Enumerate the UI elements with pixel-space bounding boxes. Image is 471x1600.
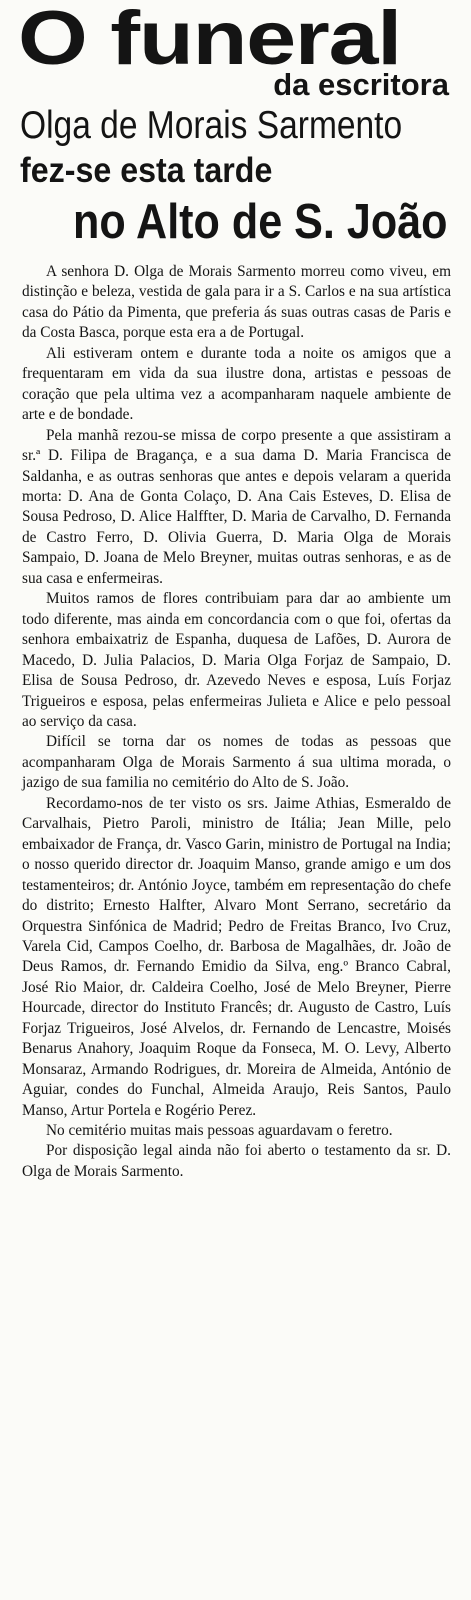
article-paragraph: A senhora D. Olga de Morais Sarmento morreu como viveu, em distinção e beleza, vestida de gala para ir a S. Carlos e na sua artística casa do Pátio da Pimenta, que preferia ás suas outras casas de Paris e da Costa Basca, porque esta era a de Portugal. [22,263,451,342]
headline-event: fez-se esta tarde [20,151,273,190]
article-paragraph: Ali estiveram ontem e durante toda a noite os amigos que a frequentaram em vida da sua ilustre dona, artistas e pessoas de coração que pela ultima vez a acompanharam naquele ambiente de arte e de bondade. [22,344,451,424]
headline-main: O funeral [18,0,402,81]
article-paragraph: Difícil se torna dar os nomes de todas as pessoas que acompanharam Olga de Morais Sarmento á sua ultima morada, o jazigo de sua familia no cemitério do Alto de S. João. [22,733,451,792]
headline-subtitle: da escritora [273,67,449,102]
article-paragraph: Muitos ramos de flores contribuiam para dar ao ambiente um todo diferente, mas ainda em concordancia com o que foi, ofertas da senhora embaixatriz de Espanha, duquesa de Lafões, D. Aurora de Macedo, D. Julia Palacios, D. Maria Olga Forjaz de Sampaio, D. Elisa de Sousa Pedroso, dr. Azevedo Neves e esposa, Luís Forjaz Trigueiros e esposa, pelas enfermeiras Julieta e Alice e pelo pessoal ao serviço da casa. [22,590,451,730]
article-paragraph: Recordamo-nos de ter visto os srs. Jaime Athias, Esmeraldo de Carvalhais, Pietro Paroli, ministro de Itália; Jean Mille, pelo embaixador de França, dr. Vasco Garin, ministro de Portugal na India; o nosso querido director dr. Joaquim Manso, grande amigo e um dos testamenteiros; dr. António Joyce, também em representação do chefe do distrito; Ernesto Halfter, Alvaro Mont Serrano, secretário da Orquestra Sinfónica de Madrid; Pedro de Freitas Branco, Ivo Cruz, Varela Cid, Campos Coelho, dr. Barbosa de Magalhães, dr. João de Deus Ramos, dr. Fernando Emidio da Silva, eng.º Branco Cabral, José Rio Maior, dr. Caldeira Coelho, José de Melo Breyner, Pierre Hourcade, director do Instituto Francês; dr. Augusto de Castro, Luís Forjaz Trigueiros, José Alvelos, dr. Fernando de Lencastre, Moisés Benarus Anahory, Joaquim Roque da Fonseca, M. O. Levy, Alberto Monsaraz, Armando Rodrigues, dr. Moreira de Almeida, António de Aguiar, condes do Funchal, Almeida Araujo, Reis Santos, Paulo Manso, Artur Portela e Rogério Perez. [22,794,451,1119]
article-paragraph: Por disposição legal ainda não foi aberto o testamento da sr. D. Olga de Morais Sarmento. [22,1142,451,1180]
headline-location: no Alto de S. João [73,195,448,249]
headline-name: Olga de Morais Sarmento [20,104,403,147]
article-body [22,262,451,1182]
article-paragraph: Pela manhã rezou-se missa de corpo presente a que assistiram a sr.ª D. Filipa de Bragança, e a sua dama D. Maria Francisca de Saldanha, e as outras senhoras que antes e depois velaram a querida morta: D. Ana de Gonta Colaço, D. Ana Cais Esteves, D. Elisa de Sousa Pedroso, D. Alice Halffter, D. Maria de Carvalho, D. Fernanda de Castro Ferro, D. Olivia Guerra, D. Maria Olga de Morais Sampaio, D. Joana de Melo Breyner, muitas outras senhoras, e as de sua casa e enfermeiras. [22,426,451,587]
article-paragraph: No cemitério muitas mais pessoas aguardavam o feretro. [46,1122,393,1140]
